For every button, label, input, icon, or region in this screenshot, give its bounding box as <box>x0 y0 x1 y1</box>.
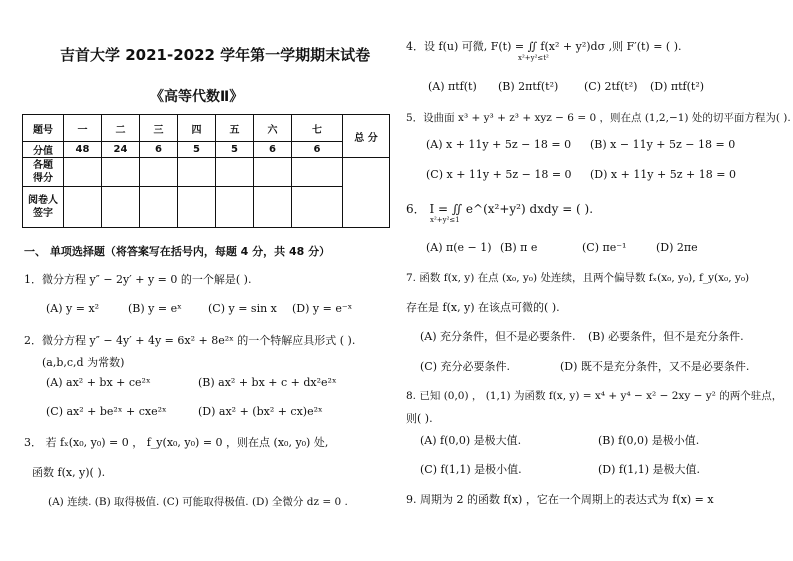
grader-cell <box>178 187 216 228</box>
col-6: 六 <box>254 115 292 142</box>
q2-option-d: (D) ax² + (bx² + cx)e²ˣ <box>198 405 323 418</box>
course-title: 《高等代数Ⅱ》 <box>150 89 244 105</box>
col-3: 三 <box>140 115 178 142</box>
q6-option-b: (B) π e <box>500 241 538 254</box>
q3-stem: 3． 若 fₓ(x₀, y₀) = 0 ， f_y(x₀, y₀) = 0 ，则在点 (x₀, y₀) 处, <box>24 436 329 449</box>
q4-option-c: (C) 2tf(t²) <box>584 80 638 93</box>
grader-cell <box>216 187 254 228</box>
q2-option-a: (A) ax² + bx + ce²ˣ <box>46 376 151 389</box>
q4-option-b: (B) 2πtf(t²) <box>498 80 559 93</box>
q7-stem-2: 存在是 f(x, y) 在该点可微的( ). <box>406 301 560 314</box>
grader-cell <box>140 187 178 228</box>
q2-note: (a,b,c,d 为常数) <box>42 356 125 369</box>
grader-cell <box>292 187 343 228</box>
q8-option-c: (C) f(1,1) 是极小值. <box>420 463 522 476</box>
q6-option-d: (D) 2πe <box>656 241 698 254</box>
q1-option-a: (A) y = x² <box>46 302 100 315</box>
row-label-points: 分值 <box>23 142 64 158</box>
score-cell <box>64 158 102 187</box>
q8-stem-2: 则( ). <box>406 412 433 425</box>
row-label-grader: 阅卷人 签字 <box>23 187 64 228</box>
grader-cell <box>64 187 102 228</box>
score-cell <box>102 158 140 187</box>
score-cell <box>216 158 254 187</box>
row-label-question: 题号 <box>23 115 64 142</box>
score-cell <box>292 158 343 187</box>
q5-option-c: (C) x + 11y + 5z − 18 = 0 <box>426 168 572 181</box>
q1-stem: 1．微分方程 y″ − 2y′ + y = 0 的一个解是( ). <box>24 273 252 286</box>
grader-cell <box>102 187 140 228</box>
points-7: 6 <box>292 142 343 158</box>
q4-option-a: (A) πtf(t) <box>428 80 477 93</box>
score-cell <box>254 158 292 187</box>
q7-option-a: (A) 充分条件，但不是必要条件. <box>420 330 576 343</box>
exam-title: 吉首大学 2021-2022 学年第一学期期末试卷 <box>60 46 371 64</box>
score-cell <box>178 158 216 187</box>
col-5: 五 <box>216 115 254 142</box>
q6-stem: 6． I = ∬ e^(x²+y²) dxdy = ( ). <box>406 202 594 216</box>
points-6: 6 <box>254 142 292 158</box>
q8-stem: 8. 已知 (0,0) ， (1,1) 为函数 f(x, y) = x⁴ + y⁴ − x² − 2xy − y² 的两个驻点， <box>406 390 783 402</box>
q5-option-b: (B) x − 11y + 5z − 18 = 0 <box>590 138 736 151</box>
col-2: 二 <box>102 115 140 142</box>
q7-option-c: (C) 充分必要条件. <box>420 360 510 373</box>
q6-region: x²+y²≤1 <box>430 216 460 224</box>
q7-option-d: (D) 既不是充分条件，又不是必要条件. <box>560 360 750 373</box>
points-1: 48 <box>64 142 102 158</box>
q6-option-a: (A) π(e − 1) <box>426 241 492 254</box>
q7-option-b: (B) 必要条件，但不是充分条件. <box>588 330 744 343</box>
q4-stem: 4．设 f(u) 可微, F(t) = ∬ f(x² + y²)dσ ,则 F′(t) = ( ). <box>406 40 682 53</box>
q1-option-d: (D) y = e⁻ˣ <box>292 302 353 315</box>
q3-stem-2: 函数 f(x, y)( ). <box>32 466 106 479</box>
q8-option-d: (D) f(1,1) 是极大值. <box>598 463 701 476</box>
total-score-cell <box>343 158 390 228</box>
grader-cell <box>254 187 292 228</box>
col-7: 七 <box>292 115 343 142</box>
points-5: 5 <box>216 142 254 158</box>
q1-option-c: (C) y = sin x <box>208 302 277 315</box>
q2-option-c: (C) ax² + be²ˣ + cxe²ˣ <box>46 405 167 418</box>
score-table <box>22 114 390 228</box>
q9-stem: 9. 周期为 2 的函数 f(x) ，它在一个周期上的表达式为 f(x) = x <box>406 493 714 506</box>
q5-option-a: (A) x + 11y + 5z − 18 = 0 <box>426 138 572 151</box>
q2-stem: 2．微分方程 y″ − 4y′ + 4y = 6x² + 8e²ˣ 的一个特解应具形式 ( ). <box>24 334 356 347</box>
q6-option-c: (C) πe⁻¹ <box>582 241 627 254</box>
q5-stem: 5．设曲面 x³ + y³ + z³ + xyz − 6 = 0 ，则在点 (1,2,−1) 处的切平面方程为( ). <box>406 112 791 124</box>
q4-region: x²+y²≤t² <box>518 54 549 62</box>
q5-option-d: (D) x + 11y + 5z + 18 = 0 <box>590 168 736 181</box>
q3-options: (A) 连续. (B) 取得极值. (C) 可能取得极值. (D) 全微分 dz = 0 . <box>48 496 348 508</box>
points-4: 5 <box>178 142 216 158</box>
q4-option-d: (D) πtf(t²) <box>650 80 705 93</box>
q1-option-b: (B) y = eˣ <box>128 302 182 315</box>
points-3: 6 <box>140 142 178 158</box>
col-1: 一 <box>64 115 102 142</box>
q8-option-a: (A) f(0,0) 是极大值. <box>420 434 522 447</box>
row-label-scores: 各题 得分 <box>23 158 64 187</box>
q2-option-b: (B) ax² + bx + c + dx²e²ˣ <box>198 376 337 389</box>
points-2: 24 <box>102 142 140 158</box>
total-label: 总 分 <box>343 115 390 158</box>
q7-stem: 7. 函数 f(x, y) 在点 (x₀, y₀) 处连续，且两个偏导数 fₓ(x₀, y₀), f_y(x₀, y₀) <box>406 272 750 284</box>
col-4: 四 <box>178 115 216 142</box>
score-cell <box>140 158 178 187</box>
q8-option-b: (B) f(0,0) 是极小值. <box>598 434 700 447</box>
section-heading: 一、 单项选择题（将答案写在括号内，每题 4 分，共 48 分） <box>24 245 331 258</box>
